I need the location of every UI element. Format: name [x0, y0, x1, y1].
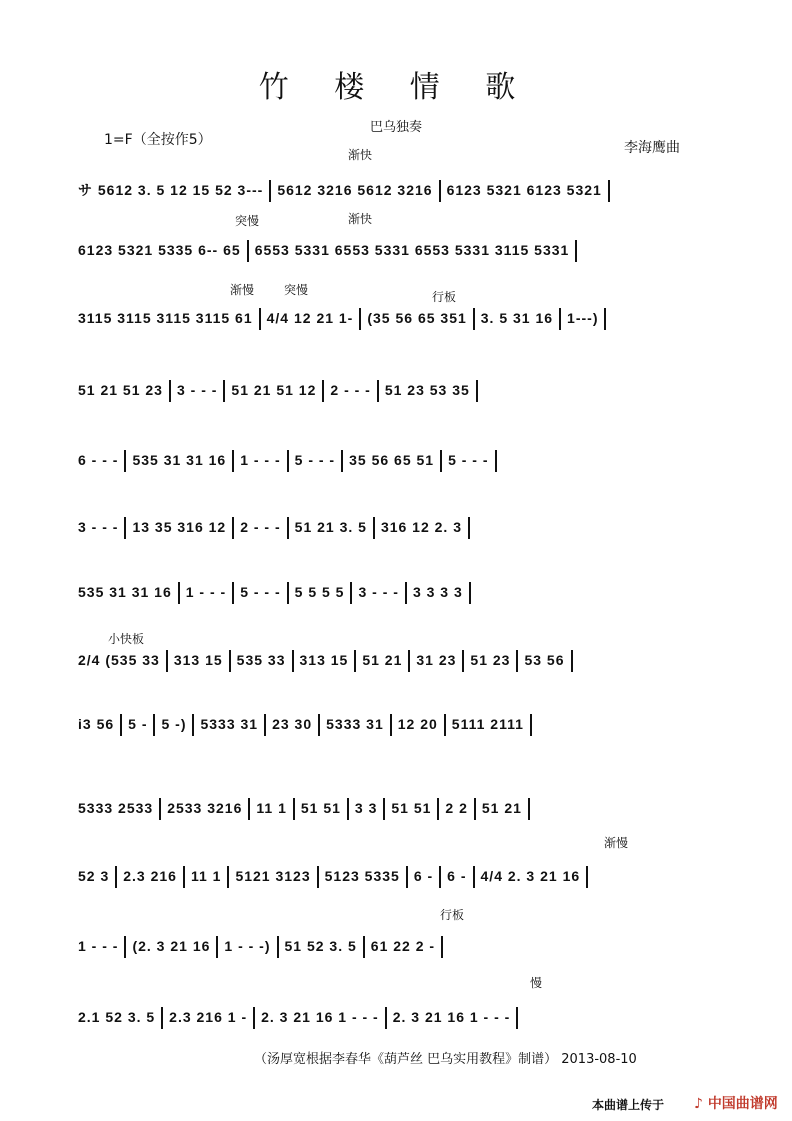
- measure: 5 - - -: [294, 452, 336, 468]
- barline: [293, 798, 295, 820]
- logo-text: 中国曲谱网: [707, 1096, 778, 1112]
- barline: [439, 180, 441, 202]
- measure: 2.3 216: [123, 868, 177, 884]
- measure: 2.3 216 1 -: [169, 1009, 248, 1025]
- barline: [287, 450, 289, 472]
- tempo-mark: 渐快: [348, 148, 373, 162]
- measure: 6123 5321 5335 6-- 65: [78, 242, 241, 258]
- barline: [341, 450, 343, 472]
- barline: [441, 936, 443, 958]
- barline: [264, 714, 266, 736]
- tempo-mark: 渐慢: [604, 836, 629, 850]
- tempo-mark: 突慢: [235, 214, 260, 228]
- measure: 51 21 51 23: [78, 382, 163, 398]
- measure: 61 22 2 -: [370, 938, 436, 954]
- measure: 5333 2533: [78, 800, 154, 816]
- barline: [444, 714, 446, 736]
- barline: [124, 450, 126, 472]
- barline: [604, 308, 606, 330]
- notation-line: [78, 934, 718, 958]
- measure: 6123 5321 6123 5321: [446, 182, 602, 198]
- measure: 316 12 2. 3: [380, 519, 462, 535]
- notation-line: [78, 238, 718, 262]
- measure: 51 21: [481, 800, 522, 816]
- notation-row: [78, 448, 503, 472]
- measure: 5 - - -: [448, 452, 489, 468]
- measure: 1 - - -: [78, 938, 119, 954]
- measure: 1 - - -): [224, 938, 271, 954]
- notation-row: [78, 712, 538, 736]
- measure: 11 1: [190, 868, 222, 884]
- site-logo[interactable]: [694, 1093, 778, 1113]
- barline: [405, 582, 407, 604]
- notation-row: [78, 648, 579, 672]
- barline: [474, 798, 476, 820]
- measure: 5 5 5 5: [294, 584, 345, 600]
- measure: 3 - - -: [358, 584, 399, 600]
- barline: [385, 1007, 387, 1029]
- measure: 535 33: [236, 652, 286, 668]
- measure: 53 56: [524, 652, 565, 668]
- barline: [495, 450, 497, 472]
- barline: [559, 308, 561, 330]
- barline: [516, 650, 518, 672]
- barline: [253, 1007, 255, 1029]
- barline: [124, 517, 126, 539]
- measure: 3 3 3 3: [412, 584, 463, 600]
- measure: 313 15: [299, 652, 349, 668]
- measure: 2 2: [445, 800, 468, 816]
- barline: [269, 180, 271, 202]
- measure: (2. 3 21 16: [132, 938, 211, 954]
- notation-row: [78, 796, 536, 820]
- barline: [287, 582, 289, 604]
- measure: 6 -: [447, 868, 467, 884]
- measure: 3 3: [354, 800, 378, 816]
- measure: 5 - - -: [240, 584, 281, 600]
- barline: [347, 798, 349, 820]
- barline: [229, 650, 231, 672]
- measure: 51 21 3. 5: [294, 519, 367, 535]
- barline: [439, 866, 441, 888]
- barline: [476, 380, 478, 402]
- barline: [120, 714, 122, 736]
- tempo-mark: 小快板: [108, 632, 145, 646]
- tempo-mark: 行板: [440, 908, 465, 922]
- barline: [232, 517, 234, 539]
- barline: [468, 517, 470, 539]
- measure: 51 52 3. 5: [284, 938, 357, 954]
- page-title: 竹 楼 情 歌: [258, 70, 534, 105]
- measure: 13 35 316 12: [132, 519, 227, 535]
- barline: [227, 866, 229, 888]
- tempo-mark: 慢: [530, 976, 543, 990]
- measure: 35 56 65 51: [349, 452, 435, 468]
- barline: [469, 582, 471, 604]
- measure: 51 23 53 35: [384, 382, 470, 398]
- notation-line: [78, 448, 718, 472]
- measure: 5612 3216 5612 3216: [277, 182, 433, 198]
- barline: [354, 650, 356, 672]
- tempo-mark: 突慢: [284, 283, 309, 297]
- measure: (35 56 65 351: [367, 310, 467, 326]
- measure: 6553 5331 6553 5331 6553 5331 3115 5331: [254, 242, 570, 258]
- barline: [232, 582, 234, 604]
- notation-line: [78, 378, 718, 402]
- measure: 3 - - -: [176, 382, 218, 398]
- measure: 3 - - -: [78, 519, 119, 535]
- barline: [528, 798, 530, 820]
- measure: 2 - - -: [240, 519, 281, 535]
- measure: 5111 2111: [451, 716, 524, 732]
- measure: 5 -: [128, 716, 148, 732]
- barline: [408, 650, 410, 672]
- measure: 5333 31: [326, 716, 384, 732]
- notation-row: [78, 1005, 524, 1029]
- notation-row: [78, 864, 594, 888]
- barline: [586, 866, 588, 888]
- notation-row: [78, 178, 616, 202]
- notation-line: [78, 1005, 718, 1029]
- barline: [223, 380, 225, 402]
- notation-row: [78, 934, 449, 958]
- measure: 1 - - -: [240, 452, 281, 468]
- barline: [608, 180, 610, 202]
- barline: [462, 650, 464, 672]
- measure: 2533 3216: [167, 800, 243, 816]
- composer: 李海鹰曲: [624, 140, 680, 156]
- barline: [440, 450, 442, 472]
- notation-line: [78, 306, 718, 330]
- barline: [390, 714, 392, 736]
- measure: 31 23: [416, 652, 457, 668]
- barline: [437, 798, 439, 820]
- measure: 3115 3115 3115 3115 61: [78, 310, 253, 326]
- barline: [232, 450, 234, 472]
- subtitle: 巴乌独奏: [369, 120, 422, 135]
- measure: 6 - - -: [78, 452, 119, 468]
- measure: 2 - - -: [330, 382, 371, 398]
- barline: [166, 650, 168, 672]
- barline: [169, 380, 171, 402]
- barline: [516, 1007, 518, 1029]
- tempo-mark: 渐快: [348, 212, 373, 226]
- barline: [530, 714, 532, 736]
- notation-line: [78, 515, 718, 539]
- measure: 535 31 31 16: [132, 452, 227, 468]
- barline: [292, 650, 294, 672]
- barline: [363, 936, 365, 958]
- measure: 5 -): [161, 716, 187, 732]
- notation-line: [78, 178, 718, 202]
- music-note-logo-icon: ♪: [694, 1096, 703, 1112]
- notation-row: [78, 515, 476, 539]
- measure: 6 -: [413, 868, 434, 884]
- barline: [183, 866, 185, 888]
- tempo-mark: 渐慢: [230, 283, 255, 297]
- barline: [317, 866, 319, 888]
- notation-row: [78, 238, 583, 262]
- measure: 313 15: [173, 652, 223, 668]
- barline: [575, 240, 577, 262]
- notation-line: [78, 648, 718, 672]
- measure: 51 23: [470, 652, 511, 668]
- barline: [322, 380, 324, 402]
- barline: [383, 798, 385, 820]
- barline: [161, 1007, 163, 1029]
- barline: [178, 582, 180, 604]
- measure: 4/4 12 21 1-: [266, 310, 354, 326]
- barline: [287, 517, 289, 539]
- barline: [192, 714, 194, 736]
- barline: [350, 582, 352, 604]
- barline: [115, 866, 117, 888]
- notation-row: [78, 306, 612, 330]
- barline: [406, 866, 408, 888]
- measure: i3 56: [78, 716, 115, 732]
- measure: 23 30: [272, 716, 313, 732]
- barline: [373, 517, 375, 539]
- measure: 5121 3123: [235, 868, 311, 884]
- uploader-note: 本曲谱上传于: [592, 1098, 665, 1112]
- measure: 2.1 52 3. 5: [78, 1009, 156, 1025]
- measure: 2. 3 21 16 1 - - -: [261, 1009, 379, 1025]
- barline: [153, 714, 155, 736]
- key-signature: 1=F（全按作5）: [104, 132, 212, 148]
- measure: 3. 5 31 16: [480, 310, 554, 326]
- barline: [159, 798, 161, 820]
- measure: 5333 31: [200, 716, 259, 732]
- measure: 51 51: [300, 800, 341, 816]
- measure: 535 31 31 16: [78, 584, 172, 600]
- barline: [318, 714, 320, 736]
- measure: 11 1: [256, 800, 287, 816]
- measure: 51 21 51 12: [231, 382, 317, 398]
- notation-row: [78, 580, 477, 604]
- notation-line: [78, 712, 718, 736]
- notation-line: [78, 580, 718, 604]
- barline: [124, 936, 126, 958]
- barline: [377, 380, 379, 402]
- measure: 51 21: [362, 652, 403, 668]
- barline: [359, 308, 361, 330]
- barline: [259, 308, 261, 330]
- measure: 1---): [567, 310, 599, 326]
- footer-credit: （汤厚宽根据李春华《葫芦丝 巴乌实用教程》制谱） 2013-08-10: [254, 1052, 637, 1067]
- barline: [473, 308, 475, 330]
- measure: 2. 3 21 16 1 - - -: [392, 1009, 511, 1025]
- barline: [571, 650, 573, 672]
- measure: 51 51: [391, 800, 432, 816]
- measure: 12 20: [397, 716, 438, 732]
- notation-line: [78, 796, 718, 820]
- notation-line: [78, 864, 718, 888]
- measure: サ 5612 3. 5 12 15 52 3---: [78, 182, 264, 198]
- measure: 2/4 (535 33: [78, 652, 160, 668]
- barline: [216, 936, 218, 958]
- measure: 1 - - -: [185, 584, 227, 600]
- tempo-mark: 行板: [432, 290, 457, 304]
- notation-row: [78, 378, 484, 402]
- measure: 5123 5335: [324, 868, 400, 884]
- barline: [247, 240, 249, 262]
- barline: [277, 936, 279, 958]
- measure: 4/4 2. 3 21 16: [480, 868, 581, 884]
- barline: [473, 866, 475, 888]
- measure: 52 3: [78, 868, 110, 884]
- barline: [248, 798, 250, 820]
